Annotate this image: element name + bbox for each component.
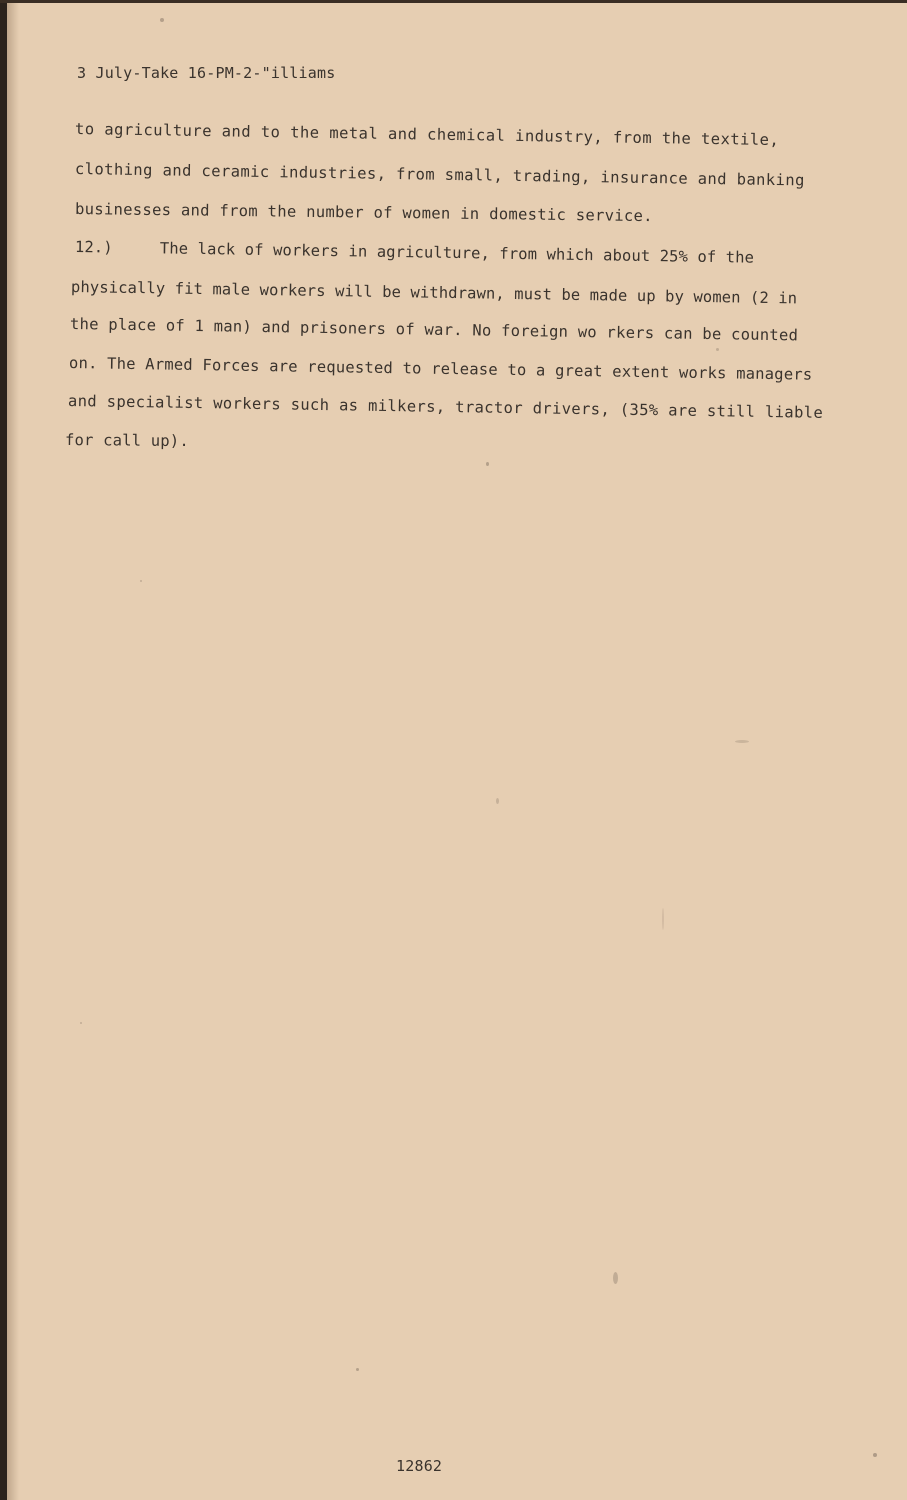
body-line-6: the place of 1 man) and prisoners of war. No foreign wo rkers can be counted xyxy=(69,315,799,345)
body-line-7: on. The Armed Forces are requested to release to a great extent works managers xyxy=(68,354,813,384)
paper-speck xyxy=(716,348,719,351)
body-line-1: to agriculture and to the metal and chemical industry, from the textile, xyxy=(74,120,780,150)
paper-speck xyxy=(160,18,164,22)
page-number: 12862 xyxy=(396,1457,443,1475)
body-line-2: clothing and ceramic industries, from small, trading, insurance and banking xyxy=(74,160,805,190)
paper-speck xyxy=(140,580,142,582)
paper-speck xyxy=(496,798,499,804)
body-line-4: 12.) The lack of workers in agriculture, from which about 25% of the xyxy=(74,238,755,267)
paper-speck xyxy=(662,908,664,930)
paper-speck xyxy=(80,1022,82,1024)
document-header: 3 July-Take 16-PM-2-"illiams xyxy=(77,64,336,82)
page-top-edge xyxy=(0,0,907,3)
body-line-9: for call up). xyxy=(64,431,189,451)
paper-speck xyxy=(356,1368,359,1371)
paper-speck xyxy=(735,740,749,743)
body-line-5: physically fit male workers will be withdrawn, must be made up by women (2 in xyxy=(70,278,798,308)
body-line-3: businesses and from the number of women in domestic service. xyxy=(74,200,653,226)
page-left-shadow xyxy=(7,0,19,1500)
paper-speck xyxy=(873,1453,877,1457)
paper-speck xyxy=(486,462,489,466)
page-left-edge xyxy=(0,0,7,1500)
body-line-8: and specialist workers such as milkers, tractor drivers, (35% are still liable xyxy=(67,392,824,422)
paper-speck xyxy=(613,1272,618,1284)
